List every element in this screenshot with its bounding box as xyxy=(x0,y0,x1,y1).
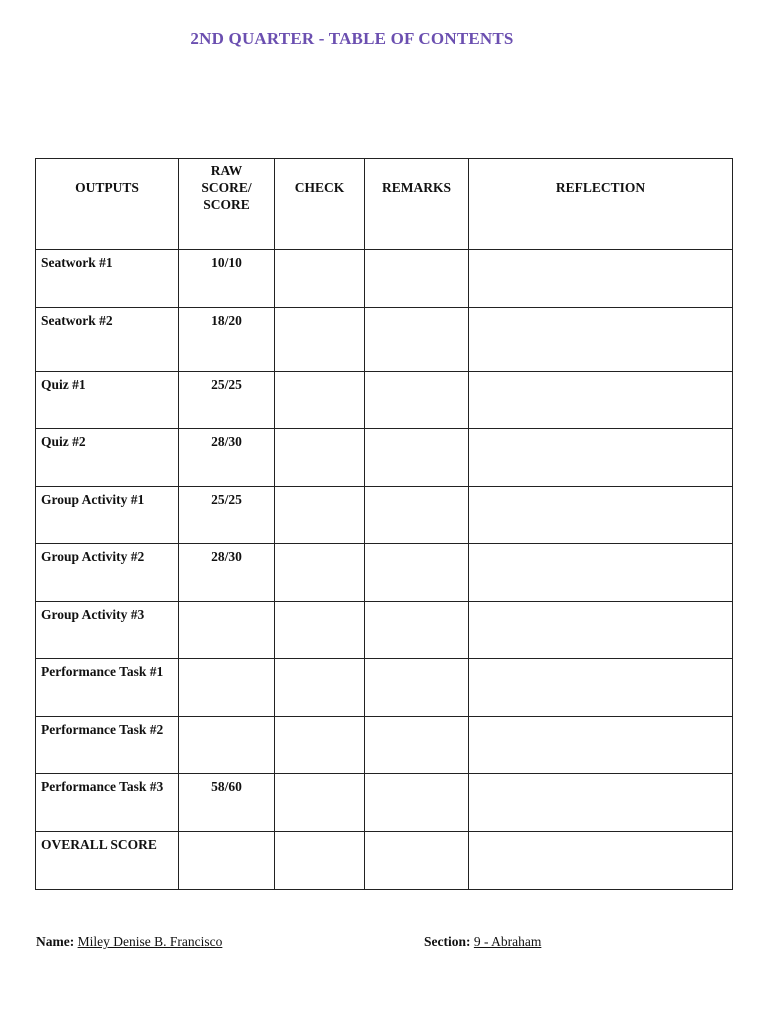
header-raw-score-line2: SCORE/ xyxy=(201,180,252,195)
check-cell xyxy=(275,544,365,602)
check-cell xyxy=(275,372,365,429)
output-cell: Group Activity #2 xyxy=(36,544,179,602)
output-cell: Quiz #1 xyxy=(36,372,179,429)
score-cell: 58/60 xyxy=(179,774,275,832)
table-row xyxy=(36,774,733,832)
score-cell xyxy=(179,832,275,890)
score-cell: 25/25 xyxy=(179,487,275,544)
header-reflection: REFLECTION xyxy=(469,159,733,250)
table-row xyxy=(36,487,733,544)
table-row xyxy=(36,717,733,774)
header-raw-score xyxy=(179,159,275,250)
reflection-cell xyxy=(469,429,733,487)
reflection-cell xyxy=(469,487,733,544)
table-row xyxy=(36,602,733,659)
section-value: 9 - Abraham xyxy=(473,934,542,949)
header-row xyxy=(36,159,733,250)
page-title: 2ND QUARTER - TABLE OF CONTENTS xyxy=(190,29,514,48)
remarks-cell xyxy=(365,659,469,717)
header-raw-score-line1: RAW xyxy=(210,163,243,178)
remarks-cell xyxy=(365,544,469,602)
header-remarks: REMARKS xyxy=(365,159,469,250)
reflection-cell xyxy=(469,308,733,372)
reflection-cell xyxy=(469,774,733,832)
reflection-cell xyxy=(469,372,733,429)
check-cell xyxy=(275,774,365,832)
section-field xyxy=(424,934,541,950)
output-cell: Group Activity #3 xyxy=(36,602,179,659)
table-row xyxy=(36,372,733,429)
table-row xyxy=(36,250,733,308)
remarks-cell xyxy=(365,602,469,659)
table-row xyxy=(36,429,733,487)
score-cell: 18/20 xyxy=(179,308,275,372)
score-cell xyxy=(179,659,275,717)
remarks-cell xyxy=(365,774,469,832)
check-cell xyxy=(275,832,365,890)
header-raw-score-line3: SCORE xyxy=(203,197,250,212)
check-cell xyxy=(275,308,365,372)
score-cell: 25/25 xyxy=(179,372,275,429)
output-cell: Performance Task #2 xyxy=(36,717,179,774)
check-cell xyxy=(275,429,365,487)
output-cell: Performance Task #1 xyxy=(36,659,179,717)
output-cell: OVERALL SCORE xyxy=(36,832,179,890)
remarks-cell xyxy=(365,717,469,774)
output-cell: Performance Task #3 xyxy=(36,774,179,832)
remarks-cell xyxy=(365,429,469,487)
header-outputs: OUTPUTS xyxy=(36,159,179,250)
reflection-cell xyxy=(469,602,733,659)
table-row xyxy=(36,544,733,602)
output-cell: Seatwork #1 xyxy=(36,250,179,308)
table-of-contents xyxy=(35,158,733,890)
score-cell: 28/30 xyxy=(179,544,275,602)
name-field xyxy=(36,934,222,950)
check-cell xyxy=(275,250,365,308)
remarks-cell xyxy=(365,832,469,890)
score-cell: 28/30 xyxy=(179,429,275,487)
check-cell xyxy=(275,487,365,544)
reflection-cell xyxy=(469,544,733,602)
name-label: Name: xyxy=(36,934,75,949)
remarks-cell xyxy=(365,250,469,308)
check-cell xyxy=(275,659,365,717)
reflection-cell xyxy=(469,717,733,774)
score-cell xyxy=(179,602,275,659)
table-row xyxy=(36,308,733,372)
header-check: CHECK xyxy=(275,159,365,250)
overall-score-row xyxy=(36,832,733,890)
remarks-cell xyxy=(365,308,469,372)
score-cell xyxy=(179,717,275,774)
score-cell: 10/10 xyxy=(179,250,275,308)
reflection-cell xyxy=(469,832,733,890)
check-cell xyxy=(275,602,365,659)
table-row xyxy=(36,659,733,717)
reflection-cell xyxy=(469,250,733,308)
name-value: Miley Denise B. Francisco xyxy=(77,934,223,949)
remarks-cell xyxy=(365,372,469,429)
remarks-cell xyxy=(365,487,469,544)
check-cell xyxy=(275,717,365,774)
reflection-cell xyxy=(469,659,733,717)
output-cell: Group Activity #1 xyxy=(36,487,179,544)
output-cell: Quiz #2 xyxy=(36,429,179,487)
section-label: Section: xyxy=(424,934,471,949)
output-cell: Seatwork #2 xyxy=(36,308,179,372)
